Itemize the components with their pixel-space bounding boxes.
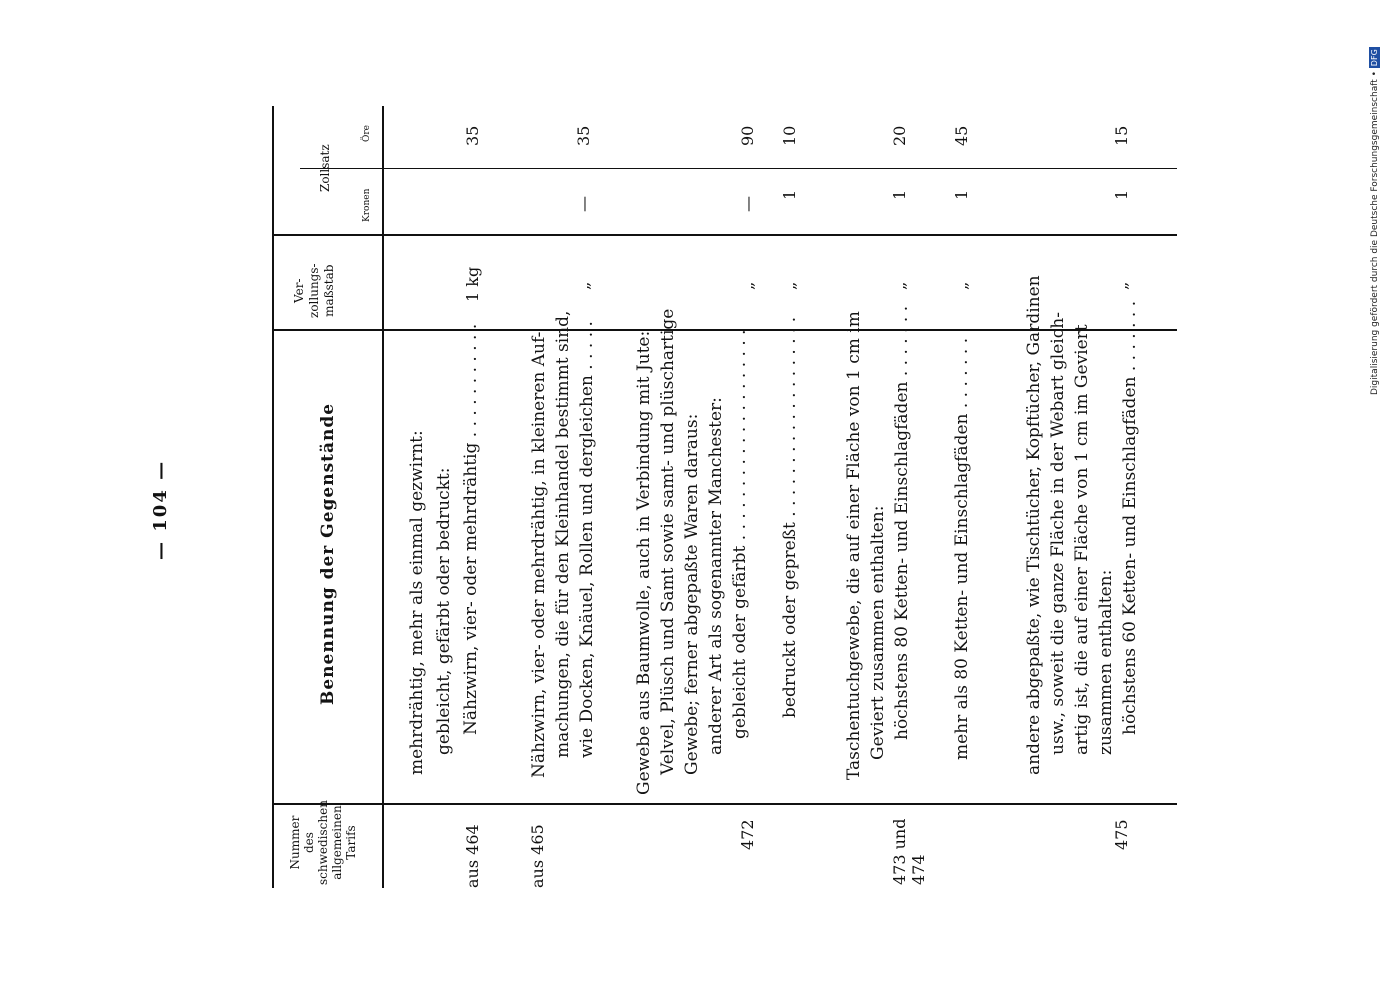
header-massstab-line: maßstab bbox=[322, 264, 336, 317]
header-nummer-line: Tarifs bbox=[344, 825, 358, 860]
header-nummer-line: Nummer bbox=[288, 815, 302, 870]
row-text-line: Nähzwirn, vier- oder mehrdrähtig, in kleineren Auf- bbox=[529, 331, 549, 778]
credit-text: Digitalisierung gefördert durch die Deutsche Forschungsgemeinschaft • bbox=[1370, 71, 1380, 395]
row-oere: 15 bbox=[1112, 125, 1131, 146]
row-text-line: höchstens 80 Ketten- und Einschlagfäden . . . . . . . bbox=[892, 305, 912, 740]
row-text-line: Nähzwirn, vier- oder mehrdrähtig . . . . . . . . . . . bbox=[461, 323, 481, 735]
row-text-line: anderer Art als sogenannter Manchester: bbox=[706, 397, 726, 755]
table-row bbox=[404, 324, 485, 775]
table-top-rule bbox=[272, 106, 274, 888]
header-benennung: Benennung der Gegenstände bbox=[318, 402, 338, 705]
row-text-line: wie Docken, Knäuel, Rollen und dergleichen . . . . . bbox=[577, 321, 597, 758]
row-nummer: 472 bbox=[738, 819, 757, 850]
rule-header-bottom bbox=[382, 106, 384, 888]
row-kronen: — bbox=[574, 196, 593, 212]
row-text-line: mehr als 80 Ketten- und Einschlagfäden . . . . . . . bbox=[952, 337, 972, 760]
row-text-line: andere abgepaßte, wie Tischtücher, Kopftücher, Gardinen bbox=[1024, 275, 1044, 775]
header-zollsatz: Zollsatz bbox=[318, 144, 332, 192]
row-nummer: 473 und 474 bbox=[890, 818, 928, 885]
page-number: — 104 — bbox=[150, 459, 171, 560]
row-kronen: 1 bbox=[1112, 189, 1131, 200]
row-massstab: „ bbox=[890, 281, 909, 290]
rule-nummer-benennung bbox=[272, 803, 1177, 805]
row-text-line: gebleicht, gefärbt oder bedruckt: bbox=[434, 467, 454, 755]
row-text-line: usw., soweit die ganze Fläche in der Webart gleich- bbox=[1048, 312, 1068, 755]
table-row bbox=[780, 317, 800, 718]
row-oere: 90 bbox=[738, 125, 757, 146]
header-nummer-line: schwedischen bbox=[316, 800, 330, 885]
rule-kronen-oere bbox=[382, 168, 1177, 169]
row-text-line: bedruckt oder gepreßt . . . . . . . . . . . . . . . . . . . bbox=[780, 316, 800, 718]
header-massstab bbox=[292, 263, 337, 318]
row-kronen: 1 bbox=[890, 189, 909, 200]
row-massstab: „ bbox=[1112, 281, 1131, 290]
row-text-line: mehrdrähtig, mehr als einmal gezwirnt: bbox=[407, 430, 427, 775]
row-oere: 35 bbox=[463, 125, 482, 146]
row-nummer: aus 464 bbox=[463, 824, 482, 888]
row-text-line: artig ist, die auf einer Fläche von 1 cm im Geviert bbox=[1072, 324, 1092, 755]
row-kronen: 1 bbox=[952, 189, 971, 200]
row-oere: 20 bbox=[890, 125, 909, 146]
row-oere: 45 bbox=[952, 125, 971, 146]
table-row bbox=[1022, 275, 1142, 775]
row-text-line: machungen, die für den Kleinhandel bestimmt sind, bbox=[553, 310, 573, 758]
header-nummer-line: allgemeinen bbox=[330, 805, 344, 880]
header-kronen: Kronen bbox=[362, 188, 372, 222]
row-massstab: „ bbox=[574, 281, 593, 290]
row-massstab: „ bbox=[780, 281, 799, 290]
row-text-line: Velvel, Plüsch und Samt sowie samt- und plüschartige bbox=[658, 308, 678, 775]
table-row bbox=[952, 338, 972, 760]
row-oere: 10 bbox=[780, 125, 799, 146]
row-text-line: Geviert zusammen enthalten: bbox=[868, 505, 888, 760]
row-text-line: zusammen enthalten: bbox=[1096, 569, 1116, 755]
row-nummer: aus 465 bbox=[528, 824, 547, 888]
row-massstab: „ bbox=[952, 281, 971, 290]
dfg-logo: DFG bbox=[1370, 49, 1379, 67]
header-oere: Öre bbox=[362, 124, 372, 142]
header-nummer-line: des bbox=[302, 832, 316, 854]
header-massstab-line: Ver- bbox=[292, 278, 306, 303]
row-oere: 35 bbox=[574, 125, 593, 146]
row-kronen: 1 bbox=[780, 189, 799, 200]
row-text-line: Gewebe; ferner abgepaßte Waren daraus: bbox=[682, 413, 702, 775]
row-text-line: höchstens 60 Ketten- und Einschlagfäden . . . . . . . bbox=[1120, 300, 1140, 735]
header-nummer bbox=[288, 800, 358, 885]
table-row bbox=[842, 306, 914, 780]
row-text-line: gebleicht oder gefärbt . . . . . . . . . . . . . . . . . . . . bbox=[730, 329, 750, 739]
header-massstab-line: zollungs- bbox=[307, 263, 321, 318]
digitization-credit bbox=[1370, 47, 1380, 395]
row-massstab: 1 kg bbox=[463, 266, 482, 302]
row-massstab: „ bbox=[738, 281, 757, 290]
rule-zollsatz-split bbox=[300, 168, 382, 169]
table-row bbox=[632, 309, 752, 795]
row-text-line: Taschentuchgewebe, die auf einer Fläche von 1 cm im bbox=[844, 311, 864, 780]
rule-massstab-zollsatz bbox=[272, 234, 1177, 236]
row-kronen: — bbox=[738, 196, 757, 212]
table-row bbox=[527, 311, 599, 778]
row-nummer: 475 bbox=[1112, 819, 1131, 850]
row-text-line: Gewebe aus Baumwolle, auch in Verbindung mit Jute: bbox=[634, 330, 654, 795]
